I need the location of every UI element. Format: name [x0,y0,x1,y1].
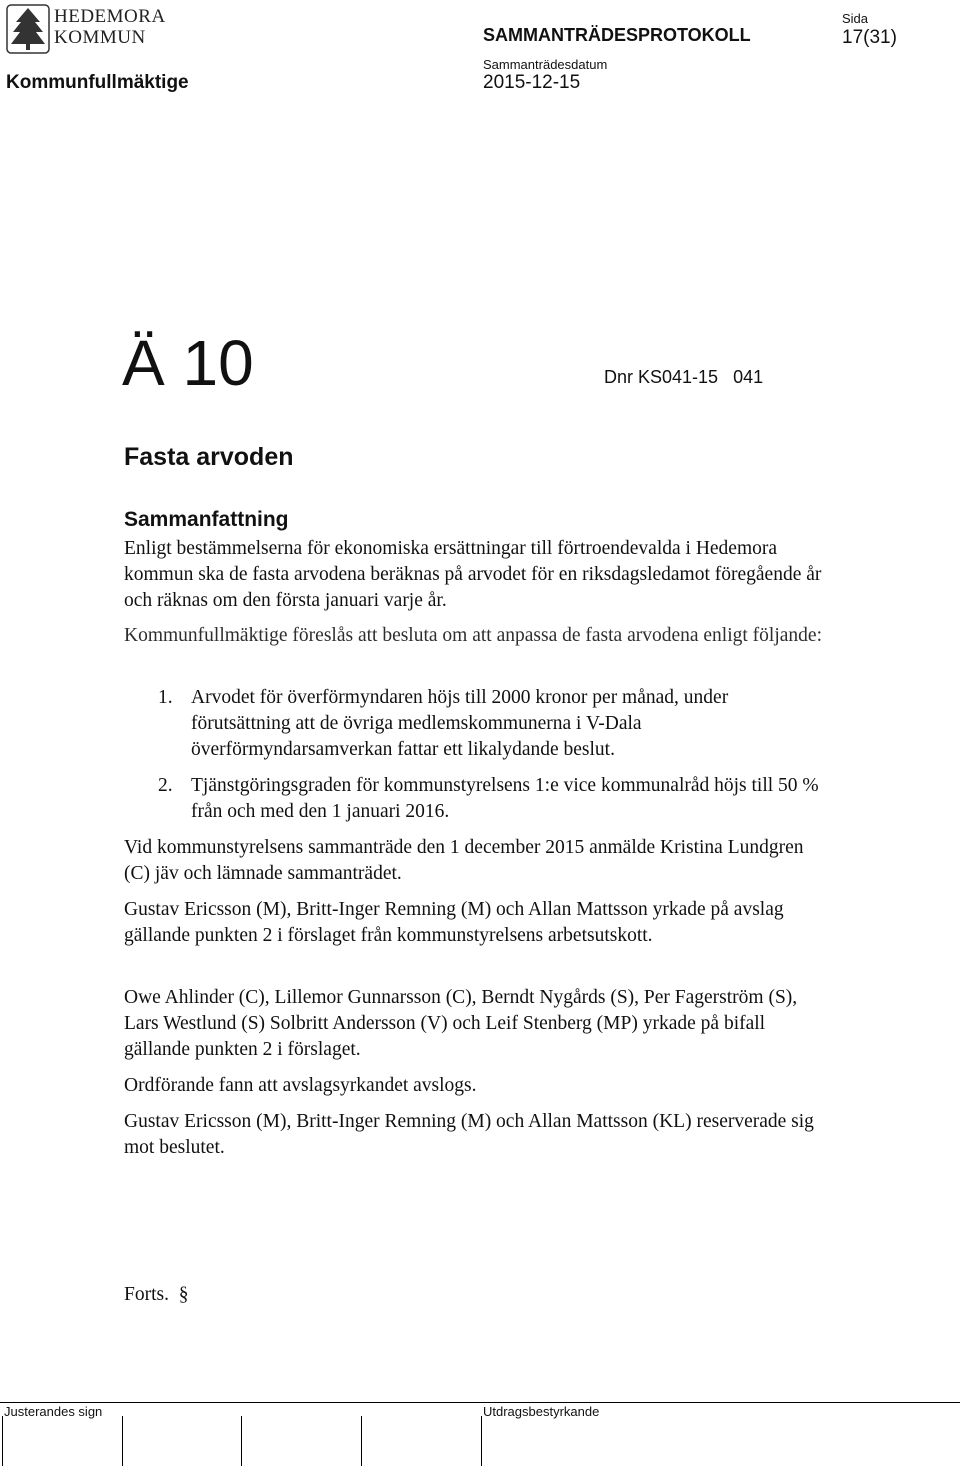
paragraph-number: Ä 10 [122,327,254,399]
continued-label: Forts. [124,1284,169,1305]
list-item-number: 2. [158,775,173,796]
logo-line-1: HEDEMORA [54,6,166,27]
footer-divider [0,1402,960,1403]
proposal-intro: Kommunfullmäktige föreslås att besluta om att anpassa de fasta arvodena enligt följande: [124,625,822,646]
certified-extract-label: Utdragsbestyrkande [483,1404,600,1419]
case-number: Dnr KS041-15 041 [604,367,764,387]
approval-motion-paragraph: Owe Ahlinder (C), Lillemor Gunnarsson (C), Berndt Nygårds (S), Per Fagerström (S), Lars Westlund (S) Solbritt Andersson (V) och Leif Stenberg (MP) yrkade på bifall gällande punkten 2 i förslaget. [124,987,798,1060]
governing-body: Kommunfullmäktige [6,72,189,93]
list-item-text: Arvodet för överförmyndaren höjs till 2000 kronor per månad, under förutsättning att de övriga medlemskommunerna i V-Dala överförmyndarsamverkan fattar ett likalydande beslut. [191,687,729,760]
summary-heading: Sammanfattning [124,508,289,531]
signature-box-divider [481,1416,482,1466]
list-item-text: Tjänstgöringsgraden för kommunstyrelsens 1:e vice kommunalråd höjs till 50 % från och med den 1 januari 2016. [191,775,819,822]
signature-box-divider [2,1416,3,1466]
logo-wordmark [54,6,166,48]
page-label: Sida [842,11,869,26]
disqualification-paragraph: Vid kommunstyrelsens sammanträde den 1 december 2015 anmälde Kristina Lundgren (C) jäv och lämnade sammanträdet. [124,837,804,884]
continued-note [124,1282,188,1308]
meeting-date: 2015-12-15 [483,72,581,93]
reservation-paragraph: Gustav Ericsson (M), Britt-Inger Remning (M) och Allan Mattsson (KL) reserverade sig mot beslutet. [124,1111,814,1158]
rejection-motion-paragraph: Gustav Ericsson (M), Britt-Inger Remning (M) och Allan Mattsson yrkade på avslag gällande punkten 2 i förslaget från kommunstyrelsens arbetsutskott. [124,899,784,946]
page-number: 17(31) [842,27,897,48]
item-title: Fasta arvoden [124,443,294,471]
adjuster-signature-label: Justerandes sign [4,1404,103,1419]
chair-ruling-paragraph: Ordförande fann att avslagsyrkandet avslogs. [124,1075,477,1096]
logo-line-2: KOMMUN [54,27,146,48]
section-sign-icon: § [173,1284,189,1305]
document-type: SAMMANTRÄDESPROTOKOLL [483,25,751,45]
meeting-date-label: Sammanträdesdatum [483,57,608,72]
list-item-number: 1. [158,687,173,708]
tree-crest-icon [6,4,50,54]
signature-box-divider [241,1416,242,1466]
signature-box-divider [122,1416,123,1466]
summary-paragraph: Enligt bestämmelserna för ekonomiska ersättningar till förtroendevalda i Hedemora kommun ska de fasta arvodena beräknas på arvodet för en riksdagsledamot föregående år och räknas om den första januari varje år. [124,538,822,611]
signature-box-divider [361,1416,362,1466]
